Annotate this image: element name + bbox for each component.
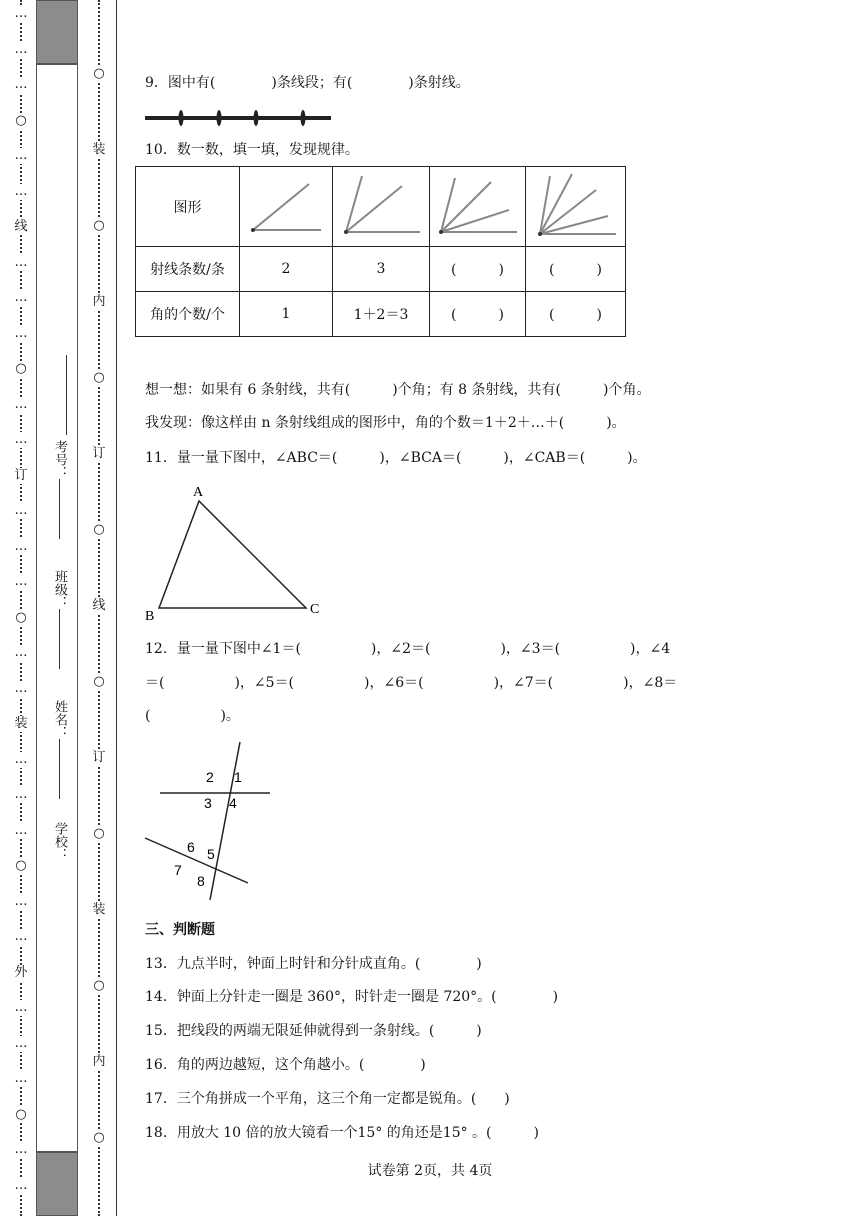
angles-cell-3: ( ) <box>430 292 526 337</box>
vertex-a-label: A <box>193 485 204 500</box>
vertex-c-label: C <box>310 602 320 617</box>
q17-text: 17．三个角拼成一个平角，这三个角一定都是锐角。( ) <box>145 1091 510 1107</box>
rays-cell-2: 3 <box>333 247 430 292</box>
shape-5-rays <box>526 167 626 247</box>
outer-mark-26: … <box>12 929 30 945</box>
q13-text: 13．九点半时，钟面上时针和分针成直角。( ) <box>145 956 482 972</box>
triangle-figure <box>140 480 330 625</box>
outer-mark-28: … <box>12 1000 30 1016</box>
angles-cell-2: 1＋2＝3 <box>333 292 430 337</box>
angle-label-6: 6 <box>187 839 195 855</box>
angle-label-1: 1 <box>234 769 242 785</box>
outer-mark-11: … <box>12 397 30 413</box>
outer-mark-7: … <box>12 255 30 271</box>
outer-marks <box>12 0 30 1216</box>
outer-mark-27: 外 <box>12 965 30 981</box>
angle-label-5: 5 <box>207 846 215 862</box>
inner-mark-5: 订 <box>90 446 108 462</box>
outer-mark-19: … <box>12 681 30 697</box>
angle-label-4: 4 <box>229 795 237 811</box>
q14-text: 14．钟面上分针走一圈是 360°，时针走一圈是 720°。( ) <box>145 989 559 1005</box>
outer-mark-24: ○ <box>12 858 30 874</box>
header-shape: 图形 <box>136 167 240 247</box>
inner-mark-13: 内 <box>90 1054 108 1070</box>
inner-mark-7: 线 <box>90 598 108 614</box>
section3-heading: 三、判断题 <box>145 922 215 938</box>
rays-cell-4: ( ) <box>526 247 626 292</box>
outer-mark-10: ○ <box>12 361 30 377</box>
shape-4-rays <box>430 167 526 247</box>
class-label: 班级： <box>52 570 67 609</box>
outer-mark-1: … <box>12 42 30 58</box>
inner-mark-3: 内 <box>90 294 108 310</box>
exam-no-field <box>50 440 69 539</box>
intersecting-lines-figure <box>140 738 280 903</box>
inner-mark-14: ○ <box>90 1130 108 1146</box>
inner-mark-4: ○ <box>90 370 108 386</box>
page-footer: 试卷第 2页，共 4页 <box>367 1163 493 1179</box>
outer-mark-23: … <box>12 823 30 839</box>
angle-label-7: 7 <box>174 862 182 878</box>
outer-mark-13: 订 <box>12 468 30 484</box>
school-label: 学校： <box>52 822 67 861</box>
outer-mark-32: … <box>12 1142 30 1158</box>
q11-text: 11．量一量下图中，∠ABC＝( )，∠BCA＝( )，∠CAB＝( )。 <box>145 450 647 466</box>
outer-mark-18: … <box>12 645 30 661</box>
inner-mark-8: ○ <box>90 674 108 690</box>
vertex-b-label: B <box>145 609 155 624</box>
header-rays: 射线条数/条 <box>136 247 240 292</box>
outer-mark-22: … <box>12 787 30 803</box>
outer-mark-21: … <box>12 752 30 768</box>
outer-mark-9: … <box>12 326 30 342</box>
ray-fan-4 <box>433 170 523 240</box>
q12-line1: 12．量一量下图中∠1＝( )，∠2＝( )，∠3＝( )，∠4 <box>145 641 671 657</box>
inner-mark-10: ○ <box>90 826 108 842</box>
outer-mark-12: … <box>12 432 30 448</box>
q10-text: 10．数一数，填一填，发现规律。 <box>145 142 359 158</box>
school-field <box>50 822 69 861</box>
outer-mark-15: … <box>12 539 30 555</box>
q9-line-figure <box>143 108 335 128</box>
outer-mark-25: … <box>12 894 30 910</box>
discover-text: 我发现：像这样由 n 条射线组成的图形中，角的个数＝1＋2＋…＋( )。 <box>145 415 626 431</box>
rays-cell-3: ( ) <box>430 247 526 292</box>
outer-mark-20: 装 <box>12 716 30 732</box>
ray-fan-3 <box>336 170 426 240</box>
think-text: 想一想：如果有 6 条射线，共有( )个角；有 8 条射线，共有( )个角。 <box>145 382 651 398</box>
outer-mark-33: … <box>12 1178 30 1194</box>
angles-cell-4: ( ) <box>526 292 626 337</box>
inner-mark-1: 装 <box>90 142 108 158</box>
q16-text: 16．角的两边越短，这个角越小。( ) <box>145 1057 426 1073</box>
inner-marks <box>90 0 108 1216</box>
inner-mark-6: ○ <box>90 522 108 538</box>
outer-mark-5: … <box>12 184 30 200</box>
angle-label-8: 8 <box>197 873 205 889</box>
angle-label-2: 2 <box>206 769 214 785</box>
outer-mark-8: … <box>12 290 30 306</box>
name-field <box>50 700 69 799</box>
rays-table <box>135 166 626 337</box>
outer-mark-4: … <box>12 148 30 164</box>
ray-fan-5 <box>530 170 622 240</box>
inner-mark-2: ○ <box>90 218 108 234</box>
class-field <box>50 570 69 669</box>
field-underline-1 <box>66 355 67 435</box>
outer-mark-17: ○ <box>12 610 30 626</box>
ray-fan-2 <box>243 170 329 240</box>
q12-line2: ＝( )，∠5＝( )，∠6＝( )，∠7＝( )，∠8＝ <box>145 675 678 691</box>
margin-border <box>116 0 117 1216</box>
outer-mark-30: … <box>12 1071 30 1087</box>
inner-mark-12: ○ <box>90 978 108 994</box>
outer-mark-29: … <box>12 1036 30 1052</box>
outer-mark-31: ○ <box>12 1107 30 1123</box>
binding-margin <box>0 0 118 1216</box>
header-angles: 角的个数/个 <box>136 292 240 337</box>
outer-mark-2: … <box>12 77 30 93</box>
shape-2-rays <box>240 167 333 247</box>
inner-mark-9: 订 <box>90 750 108 766</box>
inner-mark-0: ○ <box>90 66 108 82</box>
angle-label-3: 3 <box>204 795 212 811</box>
q12-line3: ( )。 <box>145 708 240 724</box>
outer-mark-0: … <box>12 6 30 22</box>
exam-no-label: 考号： <box>52 440 67 479</box>
name-label: 姓名： <box>52 700 67 739</box>
q18-text: 18．用放大 10 倍的放大镜看一个15° 的角还是15° 。( ) <box>145 1125 539 1141</box>
angles-cell-1: 1 <box>240 292 333 337</box>
q9-text: 9．图中有( )条线段；有( )条射线。 <box>145 75 470 91</box>
q15-text: 15．把线段的两端无限延伸就得到一条射线。( ) <box>145 1023 482 1039</box>
outer-mark-6: 线 <box>12 219 30 235</box>
inner-mark-11: 装 <box>90 902 108 918</box>
rays-cell-1: 2 <box>240 247 333 292</box>
outer-mark-16: … <box>12 574 30 590</box>
shape-3-rays <box>333 167 430 247</box>
outer-mark-14: … <box>12 503 30 519</box>
gray-bar-top <box>36 0 78 64</box>
outer-mark-3: ○ <box>12 113 30 129</box>
